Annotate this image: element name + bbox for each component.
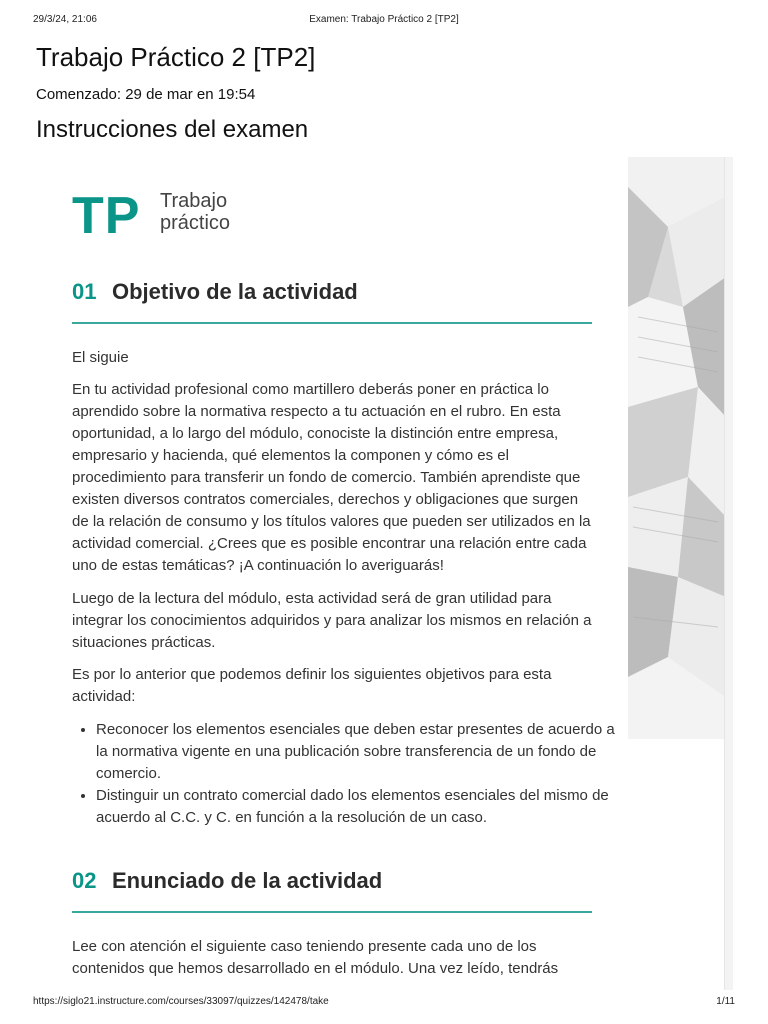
section-heading-objetivo — [72, 279, 592, 309]
list-item: • Distinguir un contrato comercial dado los elementos esenciales del mismo de acuerdo al C.C. y C. en función a la resolución de un caso. — [96, 785, 621, 829]
side-strip — [724, 157, 733, 990]
tp-letters: TP — [72, 187, 141, 245]
section-title: Enunciado de la actividad — [112, 868, 383, 893]
section-number: 02 — [72, 868, 97, 893]
paragraph: Es por lo anterior que podemos definir los siguientes objetivos para esta actividad: — [72, 666, 552, 705]
print-footer — [0, 996, 768, 1012]
paragraph: En tu actividad profesional como martillero deberás poner en práctica lo aprendido sobre la normativa respecto a tu actuación en el rubro. En esta oportunidad, a lo largo del módulo, conociste la distinción entre empresa, empresario y hacienda, qué elementos la componen y cómo es el procedimiento para transferir un fondo de comercio. También aprendiste que existen diversos contratos comerciales, derechos y obligaciones que surgen de la relación de consumo y los títulos valores que pueden ser utilizados en la actividad comercial. ¿Crees que es posible encontrar una relación entre cada uno de estas temáticas? ¡A continuación lo averiguarás! — [72, 381, 591, 574]
tp-word-trabajo: Trabajo — [160, 190, 228, 212]
quiz-title: Trabajo Práctico 2 [TP2] — [36, 42, 316, 72]
print-date: 29/3/24, 21:06 — [33, 14, 97, 25]
section-heading-enunciado — [72, 868, 592, 898]
objectives-list — [72, 719, 621, 829]
geometric-pattern-image — [628, 157, 726, 739]
page-url-link[interactable]: https://siglo21.instructure.com/courses/33097/quizzes/142478/take — [33, 996, 329, 1007]
section-number: 01 — [72, 279, 97, 304]
paragraph: Luego de la lectura del módulo, esta actividad será de gran utilidad para integrar los conocimientos adquiridos y para analizar los mismos en relación a situaciones prácticas. — [72, 590, 592, 651]
section-divider — [72, 322, 592, 324]
decorative-side-image — [628, 157, 726, 739]
started-timestamp: Comenzado: 29 de mar en 19:54 — [36, 86, 256, 103]
list-item: • Reconocer los elementos esenciales que deben estar presentes de acuerdo a la normativa vigente en una publicación sobre transferencia de un fondo de comercio. — [96, 719, 621, 785]
paragraph: Lee con atención el siguiente caso teniendo presente cada uno de los contenidos que hemos desarrollado en el módulo. Una vez leído, tendrás — [72, 938, 559, 977]
page-counter: 1/11 — [716, 996, 735, 1007]
paragraph: El siguie — [72, 349, 129, 366]
instructions-heading: Instrucciones del examen — [36, 116, 309, 143]
tp-word-practico: práctico — [160, 212, 231, 234]
print-header — [0, 14, 768, 30]
section-title: Objetivo de la actividad — [112, 279, 358, 304]
section-divider — [72, 911, 592, 913]
print-title: Examen: Trabajo Práctico 2 [TP2] — [309, 14, 459, 25]
